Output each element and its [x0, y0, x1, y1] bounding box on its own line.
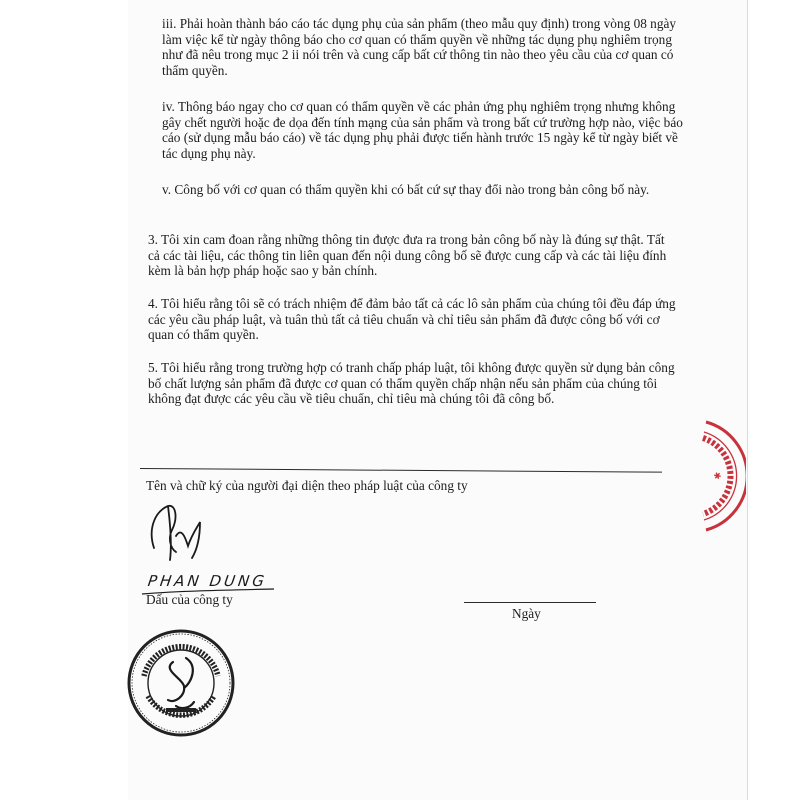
- signature-label: Tên và chữ ký của người đại diện theo pháp luật của công ty: [146, 478, 468, 493]
- paragraph-iii: iii. Phải hoàn thành báo cáo tác dụng phụ của sản phẩm (theo mẫu quy định) trong vòng 08 ngày làm việc kể từ ngày thông báo cho cơ quan có thẩm quyền về những tác dụng phụ nghiêm trọng như đã nêu trong mục 2 ii nói trên và cung cấp bất cứ thông tin nào theo yêu cầu của cơ quan có thẩm quyền.: [162, 16, 677, 78]
- signer-name: PHAN DUNG: [146, 572, 269, 590]
- red-stamp: [676, 420, 746, 532]
- page-left-margin: [0, 0, 128, 800]
- paragraph-iv: iv. Thông báo ngay cho cơ quan có thẩm quyền về các phản ứng phụ nghiêm trọng nhưng không gây chết người hoặc đe dọa đến tính mạng của sản phẩm và trong bất cứ trường hợp nào, việc báo cáo (sử dụng mẫu báo cáo) về tác dụng phụ phải được tiến hành trước 15 ngày kể từ ngày biết về tác dụng phụ này.: [162, 99, 683, 161]
- page-right-margin: [747, 0, 800, 800]
- signature-rule: [140, 468, 662, 473]
- paragraph-4: 4. Tôi hiểu rằng tôi sẽ có trách nhiệm để đảm bảo tất cả các lô sản phẩm của chúng tôi đều đáp ứng các yêu cầu pháp luật, và tuân thủ tất cả tiêu chuẩn và chỉ tiêu sản phẩm đã được công bố với cơ quan có thẩm quyền.: [148, 296, 676, 343]
- paragraph-5: 5. Tôi hiểu rằng trong trường hợp có tranh chấp pháp luật, tôi không được quyền sử dụng bản công bố chất lượng sản phẩm đã được cơ quan có thẩm quyền chấp nhận nếu sản phẩm của chúng tôi không đạt được các yêu cầu về tiêu chuẩn, chỉ tiêu mà chúng tôi đã công bố.: [148, 360, 675, 407]
- handwritten-signature: [140, 496, 220, 564]
- company-seal: [126, 628, 236, 738]
- stamp-label: Dấu của công ty: [146, 592, 233, 607]
- svg-text:✱: ✱: [713, 471, 725, 481]
- paragraph-3: 3. Tôi xin cam đoan rằng những thông tin được đưa ra trong bản công bố này là đúng sự thật. Tất cả các tài liệu, các thông tin liên quan đến nội dung công bố sẽ được cung cấp và các tài liệu đính kèm là bản hợp pháp hoặc sao y bản chính.: [148, 232, 667, 279]
- date-label: Ngày: [512, 606, 541, 621]
- paragraph-v: v. Công bố với cơ quan có thẩm quyền khi có bất cứ sự thay đổi nào trong bản công bố này.: [162, 182, 650, 197]
- date-rule: [464, 602, 596, 603]
